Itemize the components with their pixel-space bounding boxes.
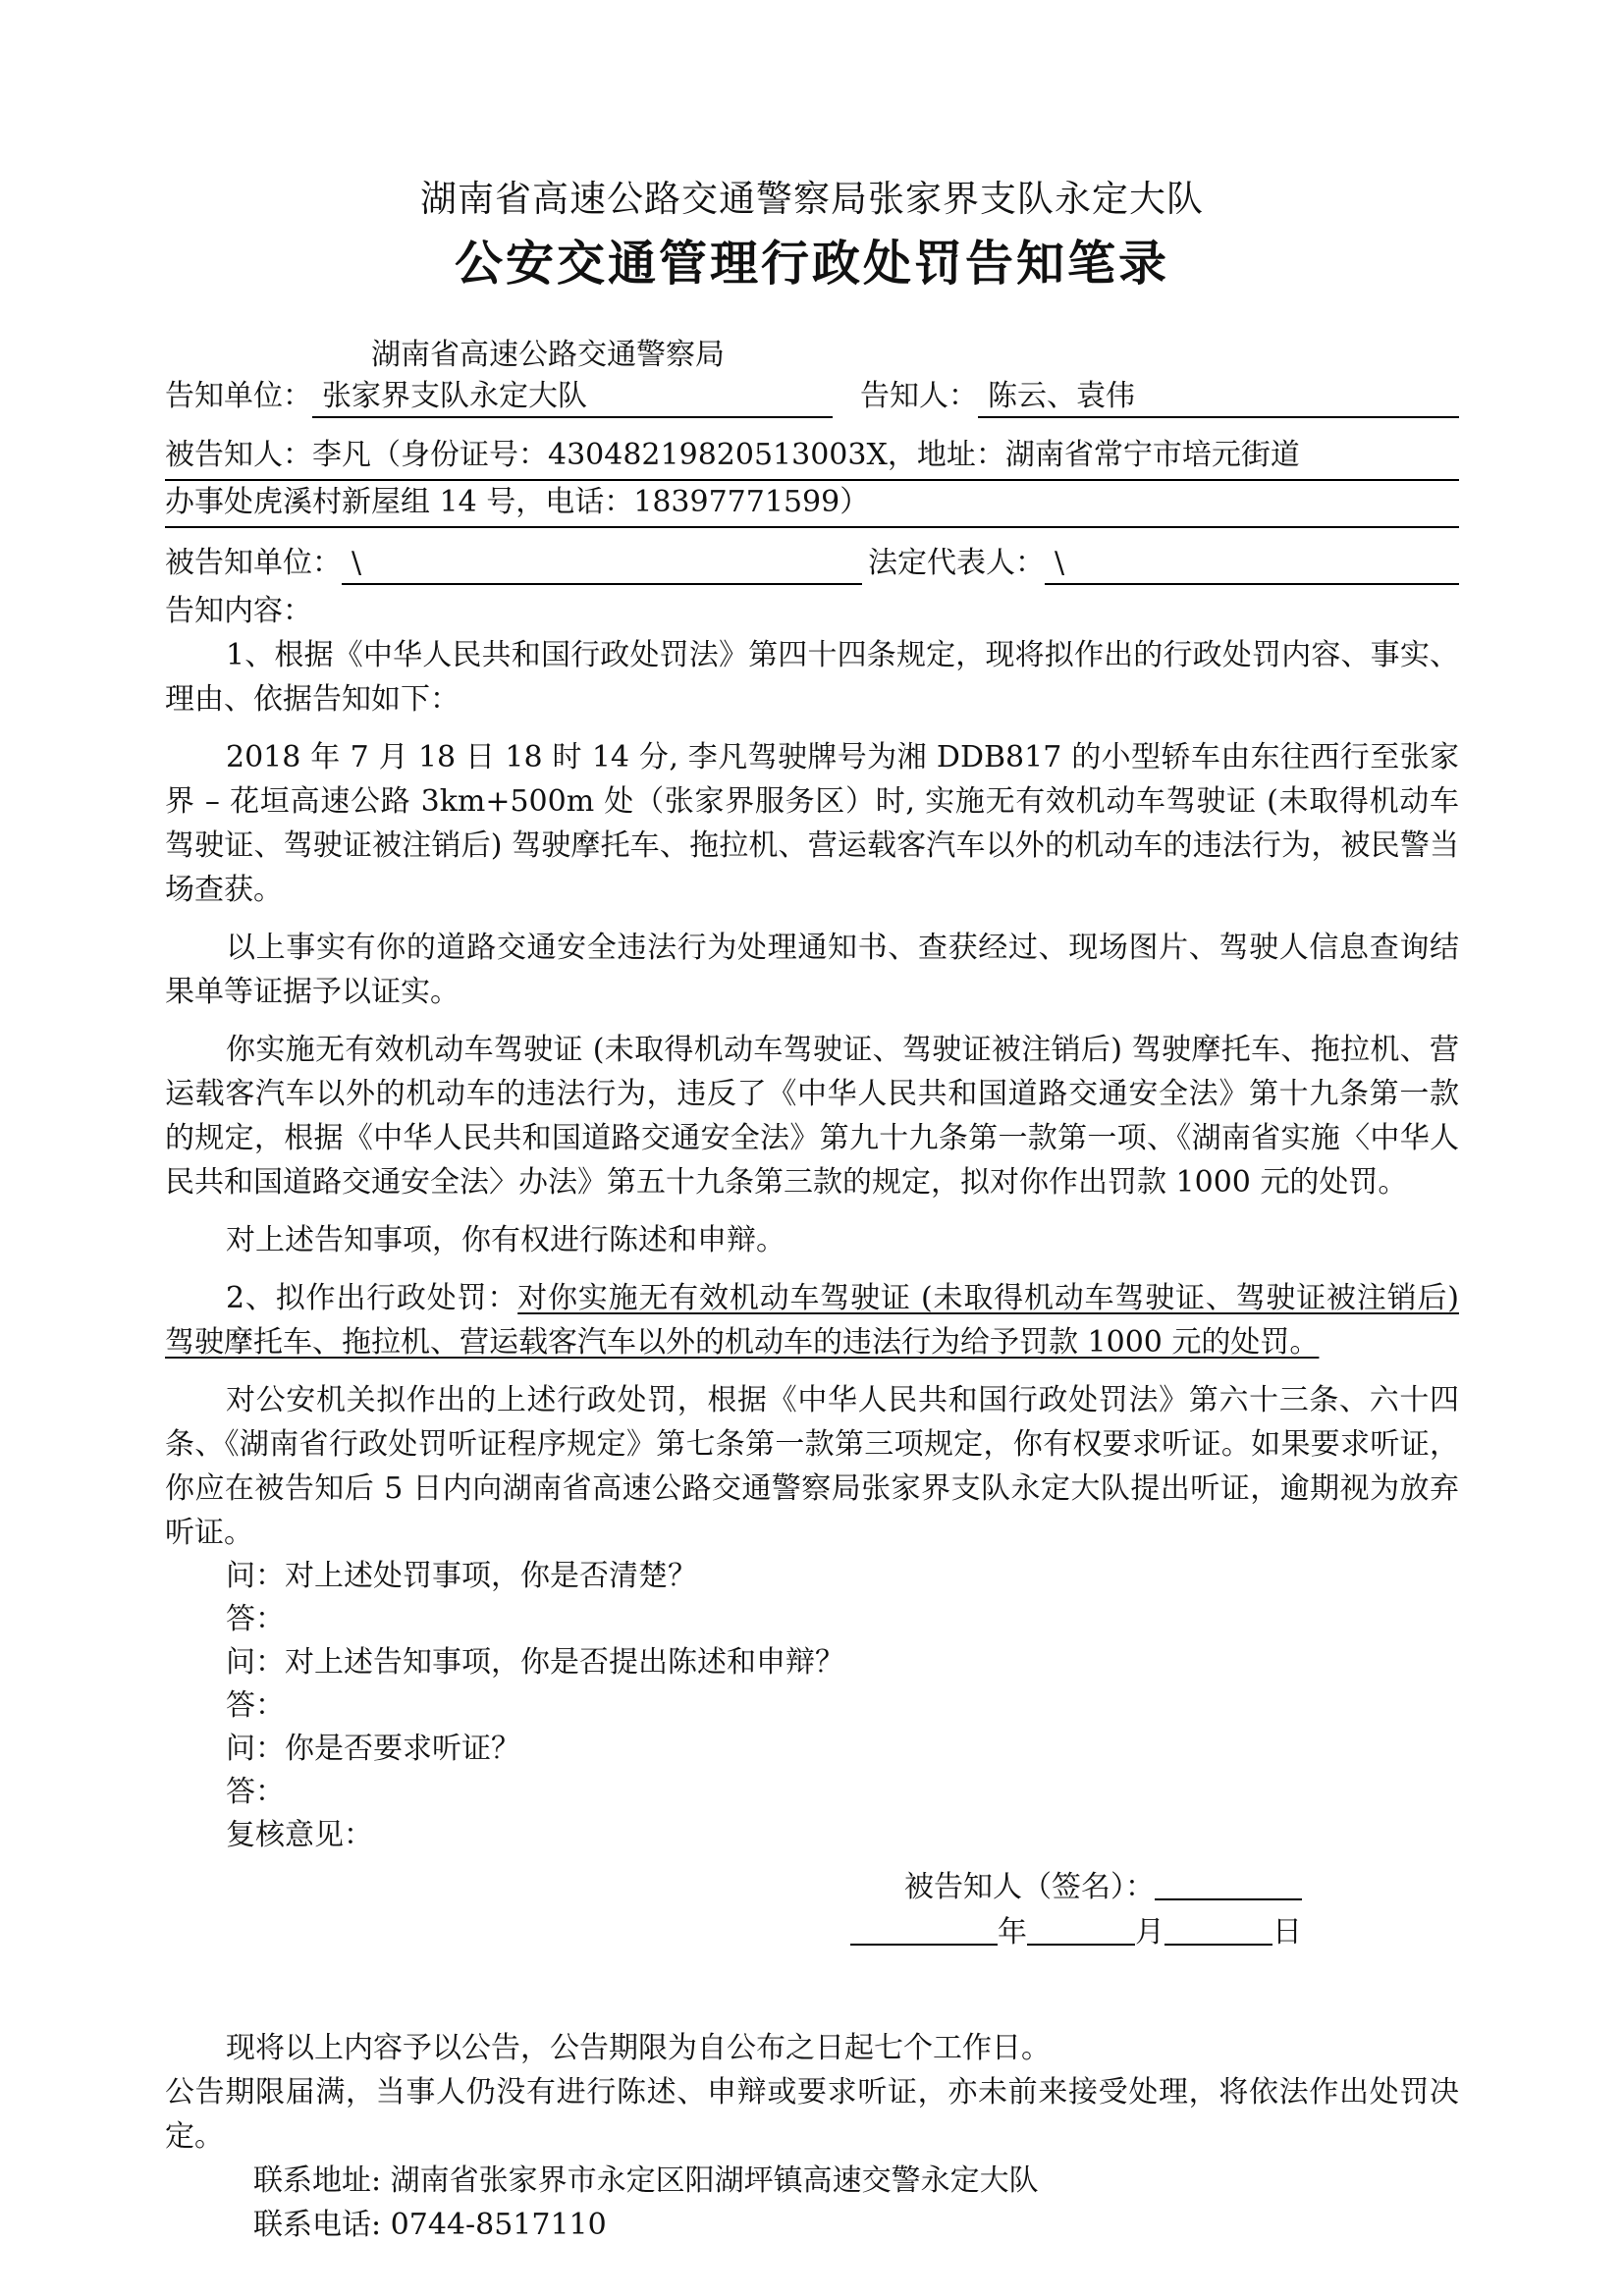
item2-label: 2、拟作出行政处罚： [226,1281,518,1316]
issuer-row [165,375,1459,418]
informer-value[interactable]: 陈云、袁伟 [978,377,1459,418]
item2-penalty-text: 对你实施无有效机动车驾驶证 (未取得机动车驾驶证、驾驶证被注销后) 驾驶摩托车、拖拉机、营运载客汽车以外的机动车的违法行为给予罚款 1000 元的处罚。 [165,1281,1459,1361]
paragraph-item1-intro: 1、根据《中华人民共和国行政处罚法》第四十四条规定，现将拟作出的行政处罚内容、事实、理由、依据告知如下： [165,638,1459,718]
paragraph-item2 [165,1276,1459,1364]
signature-month-input[interactable] [1027,1944,1135,1946]
announcement-block [165,2026,1459,2247]
paragraph-statement-right: 对上述告知事项，你有权进行陈述和申辩。 [226,1223,785,1258]
notified-person-line2[interactable]: 办事处虎溪村新屋组 14 号，电话：18397771599） [165,481,1459,528]
paragraph-evidence: 以上事实有你的道路交通安全违法行为处理通知书、查获经过、现场图片、驾驶人信息查询结果单等证据予以证实。 [165,931,1459,1010]
signature-day-input[interactable] [1164,1944,1272,1946]
qa-question-1: 问：对上述处罚事项，你是否清楚？ [226,1559,697,1594]
qa-answer-3[interactable]: 答： [226,1775,285,1810]
content-label: 告知内容： [165,594,312,629]
notified-unit-row [165,542,1459,585]
organization-title: 湖南省高速公路交通警察局张家界支队永定大队 [420,178,1204,220]
paragraph-legal-basis: 你实施无有效机动车驾驶证 (未取得机动车驾驶证、驾驶证被注销后) 驾驶摩托车、拖拉机、营运载客汽车以外的机动车的违法行为，违反了《中华人民共和国道路交通安全法》第十九条第一款的规定，根据《中华人民共和国道路交通安全法》第九十九条第一款第一项、《湖南省实施〈中华人民共和国道路交通安全法〉办法》第五十九条第三款的规定，拟对你作出罚款 1000 元的处罚。 [165,1033,1459,1201]
announcement-line2: 公告期限届满，当事人仍没有进行陈述、申辩或要求听证，亦未前来接受处理，将依法作出处罚决定。 [165,2075,1459,2155]
announcement-line1: 现将以上内容予以公告，公告期限为自公布之日起七个工作日。 [226,2031,1051,2066]
signature-input[interactable] [1155,1898,1302,1900]
legal-rep-label: 法定代表人： [868,546,1045,581]
header-fields [165,336,1459,633]
qa-answer-2[interactable]: 答： [226,1688,285,1724]
signature-date-line [165,1910,1302,1955]
contact-phone: 联系电话: 0744-8517110 [253,2208,607,2243]
issuer-label: 告知单位： [165,379,312,414]
qa-question-3: 问：你是否要求听证？ [226,1732,520,1767]
signature-year-unit: 年 [998,1915,1027,1950]
paragraph-fact: 2018 年 7 月 18 日 18 时 14 分, 李凡驾驶牌号为湘 DDB817 的小型轿车由东往西行至张家界 – 花垣高速公路 3km+500m 处（张家界服务区）时, 实施无有效机动车驾驶证 (未取得机动车驾驶证、驾驶证被注销后) 驾驶摩托车、拖拉机、营运载客汽车以外的机动车的违法行为，被民警当场查获。 [165,740,1459,908]
document-body [165,0,1459,2247]
signature-month-unit: 月 [1135,1915,1164,1950]
signature-line [165,1865,1302,1910]
signature-year-input[interactable] [850,1944,998,1946]
paragraph-hearing-right: 对公安机关拟作出的上述行政处罚，根据《中华人民共和国行政处罚法》第六十三条、六十四条、《湖南省行政处罚听证程序规定》第七条第一款第三项规定，你有权要求听证。如果要求听证，你应在被告知后 5 日内向湖南省高速公路交通警察局张家界支队永定大队提出听证，逾期视为放弃听证。 [165,1383,1459,1551]
qa-question-2: 问：对上述告知事项，你是否提出陈述和申辩？ [226,1645,844,1681]
signature-block [165,1865,1459,1955]
notified-unit-value[interactable]: \ [342,544,862,585]
issuer-unit-value[interactable]: 张家界支队永定大队 [312,377,833,418]
notified-person-block [165,434,1459,528]
review-opinion-label: 复核意见： [226,1818,373,1853]
contact-address: 联系地址: 湖南省张家界市永定区阳湖坪镇高速交警永定大队 [253,2163,1039,2199]
signature-day-unit: 日 [1272,1915,1302,1950]
notified-person-label: 被告知人： [165,438,312,473]
notified-unit-label: 被告知单位： [165,546,342,581]
signature-label: 被告知人（签名）： [904,1870,1155,1905]
notified-person-line1[interactable] [165,434,1459,481]
informer-label: 告知人： [860,379,978,414]
page-title: 公安交通管理行政处罚告知笔录 [454,236,1169,292]
qa-answer-1[interactable]: 答： [226,1602,285,1637]
issuer-unit-line1: 湖南省高速公路交通警察局 [371,338,725,373]
qa-section [165,1555,1459,1857]
notified-person-value-line1: 李凡（身份证号：43048219820513003X，地址：湖南省常宁市培元街道 [312,438,1300,473]
legal-rep-value[interactable]: \ [1045,544,1459,585]
